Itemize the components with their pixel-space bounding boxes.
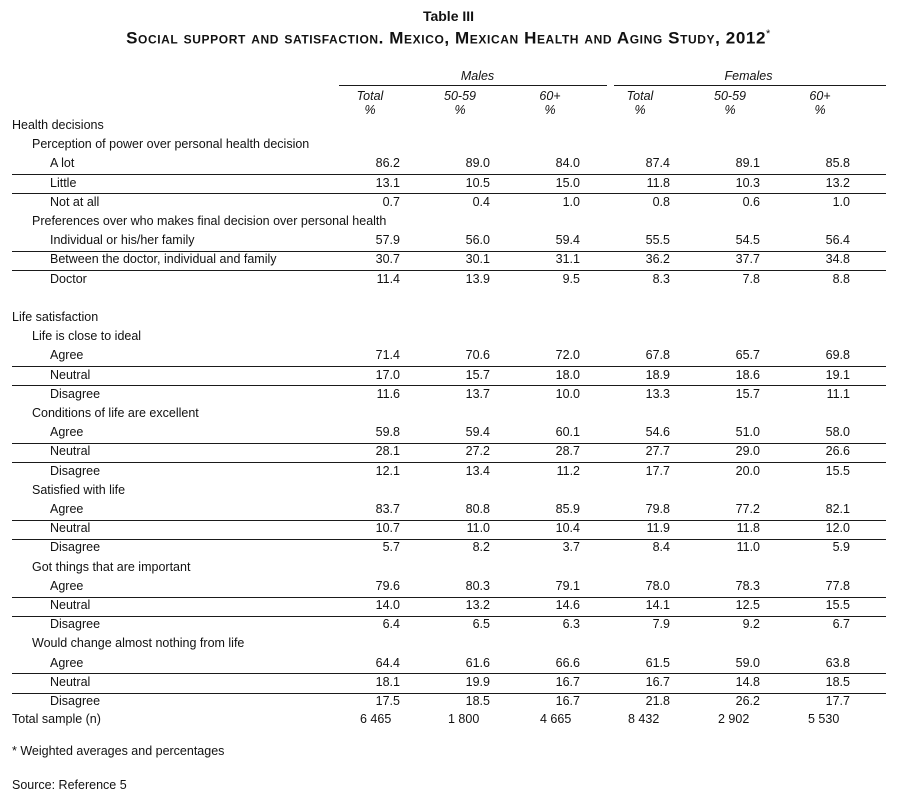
table-cell: 17.7: [825, 694, 850, 708]
table-cell: 1.0: [832, 194, 850, 209]
table-cell: 11.6: [376, 386, 400, 401]
table-cell: 13.1: [375, 175, 400, 190]
column-header-4: Total: [626, 89, 654, 103]
column-header-3: 60+: [539, 89, 561, 103]
column-unit-3: %: [544, 103, 556, 117]
table-cell: 67.8: [645, 348, 670, 363]
table-cell: 6.4: [382, 617, 400, 632]
table-cell: 29.0: [735, 444, 760, 459]
table-title-text: Social support and satisfaction. Mexico, Mexican Health and Aging Study, 2012: [126, 28, 767, 48]
table-cell: 8.3: [652, 271, 670, 286]
table-cell: 10.5: [465, 175, 490, 190]
table-cell: 9.5: [562, 271, 580, 286]
table-cell: 59.4: [555, 233, 580, 248]
table-label: Table III: [422, 8, 475, 24]
table-cell: 83.7: [375, 502, 400, 516]
table-cell: 19.9: [465, 674, 490, 689]
group-header-females: Females: [724, 69, 773, 83]
column-unit-6: %: [814, 103, 826, 117]
table-cell: 11.2: [556, 463, 580, 478]
table-cell: 0.7: [382, 194, 400, 209]
table-cell: 61.5: [645, 655, 670, 670]
table-cell: 11.0: [736, 540, 760, 555]
table-cell: 7.8: [742, 271, 760, 286]
table-cell: 30.7: [375, 252, 400, 267]
table-cell: 54.6: [645, 425, 670, 440]
table-cell: 28.7: [555, 444, 580, 459]
table-cell: 13.4: [465, 463, 490, 478]
table-cell: 59.4: [465, 425, 490, 440]
row-label: Doctor: [50, 271, 87, 286]
table-cell: 66.6: [555, 655, 580, 670]
row-label: Agree: [50, 655, 84, 670]
table-cell: 80.8: [465, 502, 490, 516]
table-cell: 86.2: [375, 156, 400, 171]
table-cell: 80.3: [465, 578, 490, 593]
total-sample-value: 8 432: [628, 712, 660, 726]
table-cell: 30.1: [465, 252, 490, 267]
table-cell: 64.4: [375, 655, 400, 670]
subsection-heading: Satisfied with life: [32, 482, 126, 497]
total-sample-value: 2 902: [718, 712, 750, 726]
section-heading: Life satisfaction: [12, 310, 99, 324]
table-cell: 31.1: [555, 252, 580, 267]
table-cell: 51.0: [735, 425, 760, 440]
table-cell: 26.6: [825, 444, 850, 459]
table-cell: 11.4: [376, 271, 400, 286]
group-header-males: Males: [460, 69, 495, 83]
group-rule-females: [614, 85, 886, 86]
column-unit-5: %: [724, 103, 736, 117]
row-label: Disagree: [50, 386, 101, 401]
table-cell: 14.0: [375, 598, 400, 612]
table-cell: 79.1: [555, 578, 580, 593]
table-cell: 15.7: [735, 386, 760, 401]
row-label: Disagree: [50, 540, 101, 555]
row-label: Neutral: [50, 674, 91, 689]
table-cell: 18.5: [465, 694, 490, 708]
table-cell: 84.0: [555, 156, 580, 171]
subsection-heading: Perception of power over personal health decision: [32, 137, 310, 152]
column-header-5: 50-59: [714, 89, 746, 103]
table-cell: 78.0: [645, 578, 670, 593]
table-cell: 27.2: [465, 444, 490, 459]
table-cell: 77.8: [825, 578, 850, 593]
table-cell: 55.5: [645, 233, 670, 248]
table-cell: 85.9: [555, 502, 580, 516]
table-cell: 15.7: [465, 367, 490, 382]
table-cell: 37.7: [735, 252, 760, 267]
table-cell: 70.6: [465, 348, 490, 363]
row-label: Agree: [50, 502, 84, 516]
subsection-heading: Life is close to ideal: [32, 329, 142, 344]
table-cell: 15.0: [555, 175, 580, 190]
table-cell: 87.4: [645, 156, 670, 171]
table-cell: 60.1: [555, 425, 580, 440]
table-cell: 16.7: [555, 674, 580, 689]
subsection-heading: Preferences over who makes final decision over personal health: [32, 214, 387, 228]
row-label: Disagree: [50, 617, 101, 632]
table-cell: 6.7: [832, 617, 850, 632]
table-cell: 18.9: [645, 367, 670, 382]
table-cell: 5.9: [832, 540, 850, 555]
table-cell: 10.0: [555, 386, 580, 401]
table-cell: 58.0: [825, 425, 850, 440]
table-cell: 8.4: [652, 540, 670, 555]
table-cell: 1.0: [562, 194, 580, 209]
table-cell: 28.1: [375, 444, 400, 459]
table-cell: 12.0: [825, 521, 850, 536]
column-header-6: 60+: [809, 89, 831, 103]
row-label: Disagree: [50, 463, 101, 478]
table-cell: 14.1: [645, 598, 670, 612]
row-label: Between the doctor, individual and family: [50, 252, 277, 267]
row-label: Disagree: [50, 694, 101, 708]
table-cell: 69.8: [825, 348, 850, 363]
total-sample-value: 6 465: [360, 712, 392, 726]
subsection-heading: Would change almost nothing from life: [32, 636, 245, 651]
table-cell: 59.8: [375, 425, 400, 440]
table-cell: 61.6: [465, 655, 490, 670]
table-cell: 14.6: [555, 598, 580, 612]
table-title: [0, 28, 897, 49]
table-cell: 11.0: [466, 521, 490, 536]
table-cell: 10.4: [555, 521, 580, 536]
table-cell: 56.0: [465, 233, 490, 248]
table-cell: 0.6: [742, 194, 760, 209]
table-cell: 10.7: [375, 521, 400, 536]
table-cell: 11.9: [646, 521, 670, 536]
table-cell: 18.5: [825, 674, 850, 689]
row-label: Neutral: [50, 598, 91, 612]
row-label: Agree: [50, 578, 84, 593]
row-label: Neutral: [50, 521, 91, 536]
row-label: Agree: [50, 348, 84, 363]
row-label: Neutral: [50, 444, 91, 459]
table-cell: 17.5: [375, 694, 400, 708]
table-cell: 71.4: [375, 348, 400, 363]
table-cell: 34.8: [825, 252, 850, 267]
table-cell: 6.5: [472, 617, 490, 632]
table-cell: 7.9: [652, 617, 670, 632]
table-cell: 82.1: [825, 502, 850, 516]
table-cell: 79.8: [645, 502, 670, 516]
row-label: Little: [50, 175, 77, 190]
table-cell: 13.2: [825, 175, 850, 190]
table-cell: 63.8: [825, 655, 850, 670]
subsection-heading: Conditions of life are excellent: [32, 406, 199, 420]
table-cell: 20.0: [735, 463, 760, 478]
table-cell: 72.0: [555, 348, 580, 363]
table-cell: 11.1: [826, 386, 850, 401]
table-cell: 15.5: [825, 598, 850, 612]
table-cell: 12.1: [375, 463, 400, 478]
table-cell: 5.7: [382, 540, 400, 555]
table-cell: 16.7: [555, 694, 580, 708]
table-cell: 14.8: [735, 674, 760, 689]
table-cell: 89.0: [465, 156, 490, 171]
row-label: Neutral: [50, 367, 91, 382]
row-label: Agree: [50, 425, 84, 440]
table-cell: 17.0: [375, 367, 400, 382]
table-cell: 78.3: [735, 578, 760, 593]
table-cell: 89.1: [735, 156, 760, 171]
table-cell: 19.1: [825, 367, 850, 382]
table-cell: 13.2: [465, 598, 490, 612]
table-cell: 11.8: [646, 175, 670, 190]
table-cell: 0.4: [472, 194, 490, 209]
column-header-1: Total: [356, 89, 384, 103]
table-cell: 26.2: [735, 694, 760, 708]
column-unit-1: %: [364, 103, 376, 117]
table-cell: 54.5: [735, 233, 760, 248]
title-footnote-mark: *: [766, 28, 771, 40]
table-cell: 17.7: [645, 463, 670, 478]
table-cell: 36.2: [645, 252, 670, 267]
table-cell: 57.9: [375, 233, 400, 248]
source-note: Source: Reference 5: [12, 778, 127, 792]
subsection-heading: Got things that are important: [32, 559, 191, 574]
total-sample-value: 4 665: [540, 712, 572, 726]
table-cell: 27.7: [645, 444, 670, 459]
table-cell: 18.0: [555, 367, 580, 382]
table-cell: 8.8: [832, 271, 850, 286]
table-cell: 79.6: [375, 578, 400, 593]
table-cell: 65.7: [735, 348, 760, 363]
row-label: Individual or his/her family: [50, 233, 195, 248]
section-heading: Health decisions: [12, 118, 104, 132]
column-unit-4: %: [634, 103, 646, 117]
table-cell: 77.2: [735, 502, 760, 516]
total-sample-value: 1 800: [448, 712, 480, 726]
total-sample-label: Total sample (n): [12, 712, 101, 726]
table-cell: 15.5: [825, 463, 850, 478]
table-cell: 8.2: [472, 540, 490, 555]
column-header-2: 50-59: [444, 89, 476, 103]
footnote: * Weighted averages and percentages: [12, 744, 225, 758]
table-cell: 3.7: [562, 540, 580, 555]
table-cell: 13.9: [465, 271, 490, 286]
table-cell: 13.7: [465, 386, 490, 401]
table-cell: 85.8: [825, 156, 850, 171]
table-cell: 59.0: [735, 655, 760, 670]
row-label: A lot: [50, 156, 75, 171]
table-cell: 16.7: [645, 674, 670, 689]
table-cell: 9.2: [742, 617, 760, 632]
group-rule-males: [339, 85, 607, 86]
table-cell: 56.4: [825, 233, 850, 248]
total-sample-value: 5 530: [808, 712, 840, 726]
table-cell: 6.3: [562, 617, 580, 632]
table-cell: 10.3: [735, 175, 760, 190]
table-cell: 0.8: [652, 194, 670, 209]
row-label: Not at all: [50, 194, 100, 209]
table-cell: 18.6: [735, 367, 760, 382]
table-cell: 18.1: [375, 674, 400, 689]
table-cell: 13.3: [645, 386, 670, 401]
table-cell: 11.8: [736, 521, 760, 536]
table-cell: 12.5: [735, 598, 760, 612]
column-unit-2: %: [454, 103, 466, 117]
table-cell: 21.8: [645, 694, 670, 708]
